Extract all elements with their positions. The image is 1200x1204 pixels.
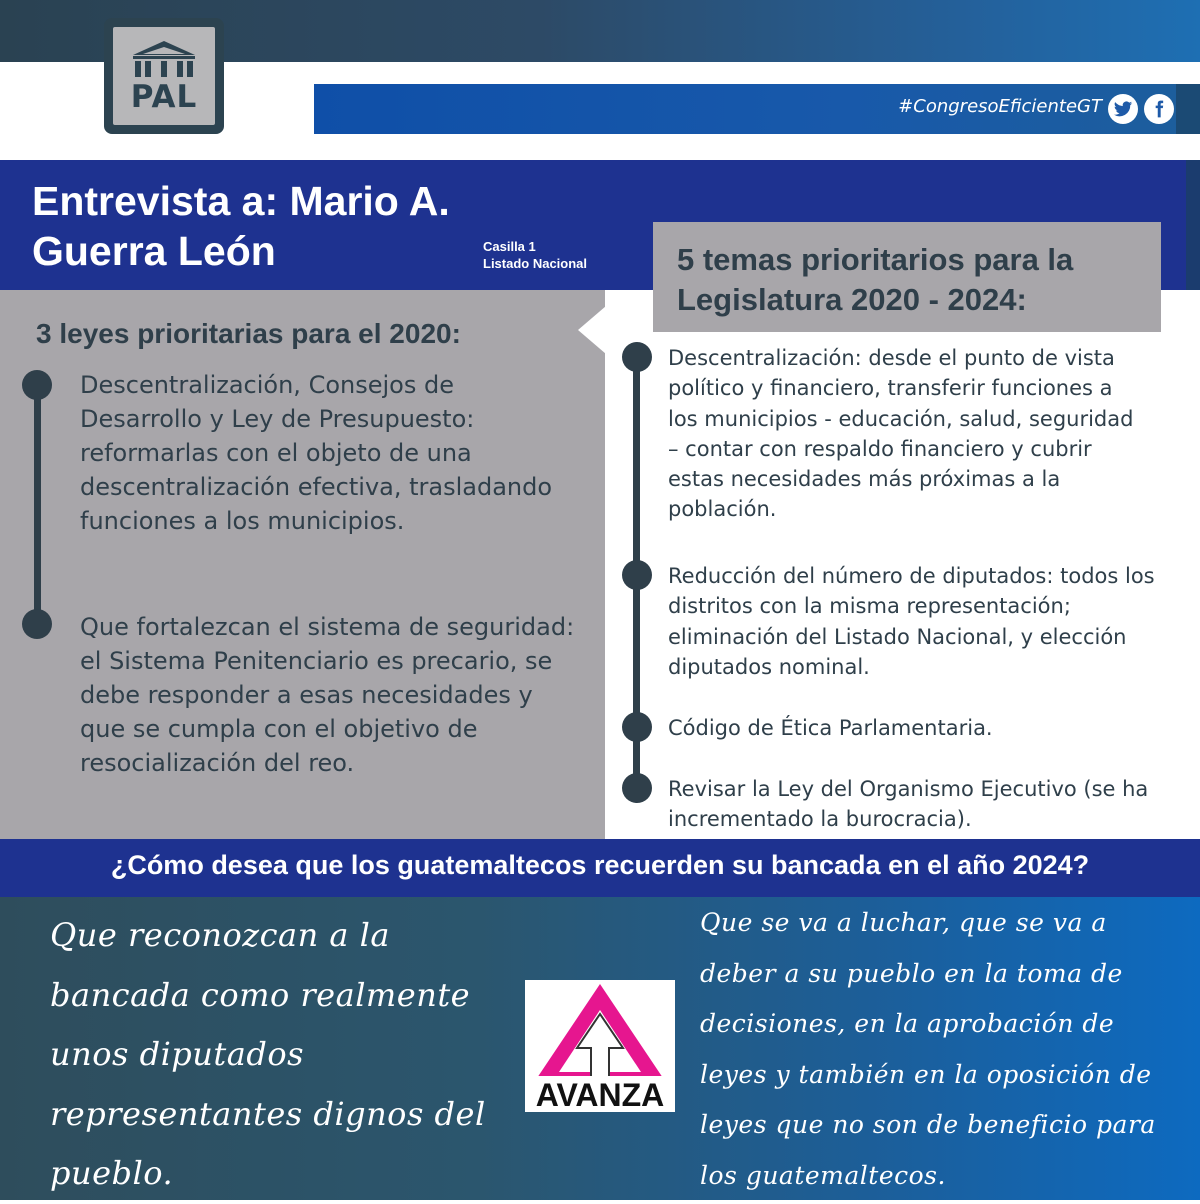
- left-timeline-line: [34, 384, 41, 624]
- title-band-edge: [1186, 160, 1200, 290]
- casilla-label: [483, 238, 587, 272]
- pal-logo-text: PAL: [130, 79, 198, 115]
- pal-logo-inner: [113, 27, 215, 125]
- right-title-line1: 5 temas prioritarios para la: [677, 242, 1074, 277]
- hashtag-text[interactable]: #CongresoEficienteGT: [898, 96, 1102, 117]
- page-title: Entrevista a: Mario A. Guerra León: [32, 178, 450, 274]
- left-item-2: Que fortalezcan el sistema de seguridad: el Sistema Penitenciario es precario, se debe responder a esas necesidades y que se cumpla con el objetivo de resocialización del reo.: [80, 613, 575, 777]
- left-section-title: 3 leyes prioritarias para el 2020:: [36, 318, 461, 349]
- timeline-dot: [622, 560, 652, 590]
- timeline-dot: [622, 342, 652, 372]
- building-icon: [127, 39, 201, 79]
- right-item-4: Revisar la Ley del Organismo Ejecutivo (se ha incrementado la burocracia).: [668, 777, 1149, 832]
- casilla-number: Casilla 1: [483, 239, 536, 254]
- panel-arrow: [578, 306, 606, 354]
- right-item-2: Reducción del número de diputados: todos los distritos con la misma representación; eliminación del Listado Nacional, y elección diputados nominal.: [668, 564, 1155, 679]
- timeline-dot: [622, 712, 652, 742]
- left-item-1: Descentralización, Consejos de Desarrollo y Ley de Presupuesto: reformarlas con el objeto de una descentralización efectiva, trasladando funciones a los municipios.: [80, 371, 553, 535]
- pal-logo: [104, 18, 224, 134]
- twitter-icon[interactable]: [1108, 94, 1138, 124]
- answer-left: Que reconozcan a la bancada como realmente unos diputados representantes dignos del pueblo.: [50, 916, 486, 1192]
- timeline-dot: [622, 773, 652, 803]
- avanza-logo-text: AVANZA: [535, 1077, 665, 1112]
- facebook-icon[interactable]: [1144, 94, 1174, 124]
- timeline-dot: [22, 370, 52, 400]
- hashtag-bar-edge: [1176, 84, 1200, 134]
- right-title-line2: Legislatura 2020 - 2024:: [677, 282, 1027, 317]
- avanza-logo: [525, 980, 675, 1112]
- question-text: ¿Cómo desea que los guatemaltecos recuerden su bancada en el año 2024?: [110, 850, 1090, 880]
- casilla-list: Listado Nacional: [483, 256, 588, 271]
- right-section-title: [677, 240, 1073, 320]
- right-item-1: Descentralización: desde el punto de vista político y financiero, transferir funciones a los municipios - educación, salud, seguridad – contar con respaldo financiero y cubrir estas necesidades más próximas a la población.: [668, 346, 1134, 522]
- right-item-3: Código de Ética Parlamentaria.: [668, 716, 993, 740]
- answer-right: Que se va a luchar, que se va a deber a su pueblo en la toma de decisiones, en la aprobación de leyes y también en la oposición de leyes que no son de beneficio para los guatemaltecos.: [700, 908, 1156, 1190]
- timeline-dot: [22, 609, 52, 639]
